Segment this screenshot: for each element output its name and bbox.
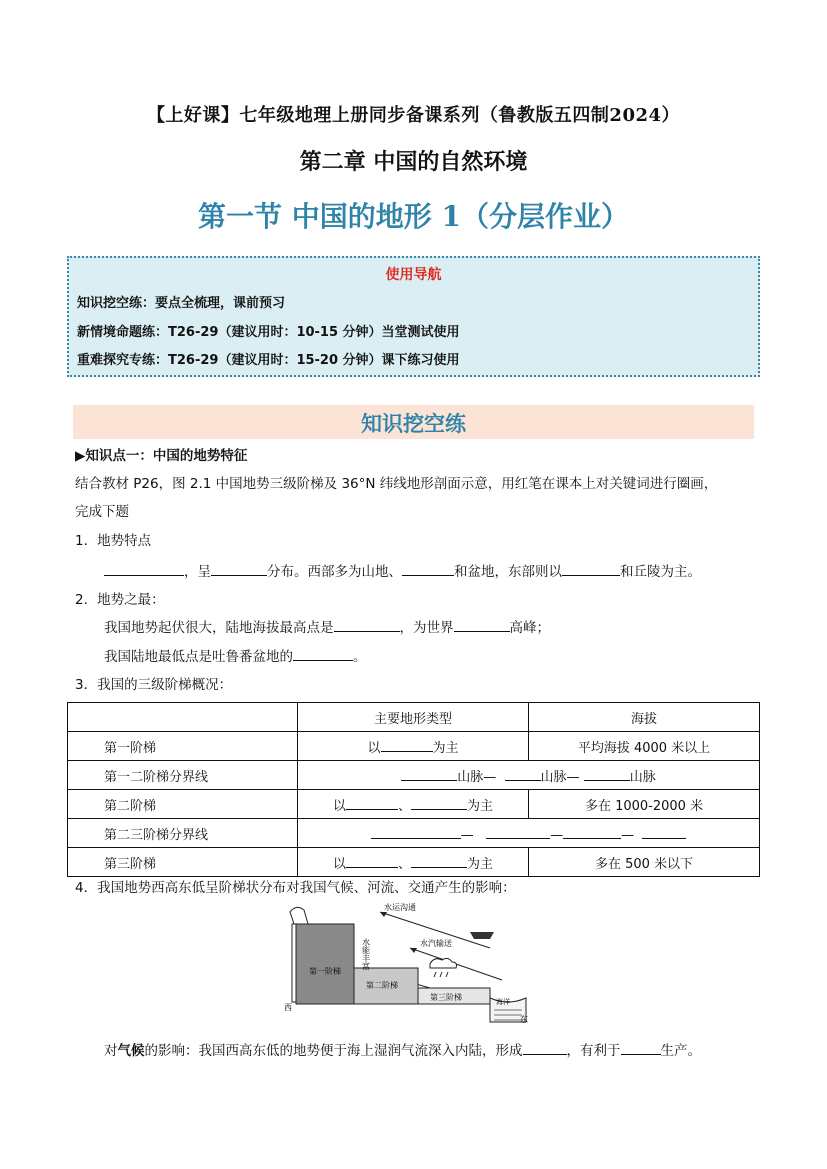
q4-text: 气候	[117, 1043, 145, 1059]
blank[interactable]	[486, 824, 550, 839]
guide-line-3: 重难探究专练：T26-29（建议用时：15-20 分钟）课下练习使用	[77, 353, 460, 368]
cell-text: —	[550, 827, 564, 843]
table-row	[68, 848, 760, 877]
guide-title: 使用导航	[385, 267, 442, 283]
row-name: 第一阶梯	[68, 732, 298, 761]
intro-line-1: 结合教材 P26，图 2.1 中国地势三级阶梯及 36°N 纬线地形剖面示意，用红笔在课本上对关键词进行圈画，	[75, 476, 718, 492]
cell-text: —	[460, 827, 474, 843]
blank[interactable]	[402, 561, 454, 576]
water-energy-label: 水能丰富	[361, 938, 371, 970]
knowledge-point-1: ▶知识点一：中国的地势特征	[75, 448, 248, 464]
blank[interactable]	[334, 617, 400, 632]
blank[interactable]	[562, 561, 620, 576]
table-row	[68, 761, 760, 790]
boundary-cell	[298, 761, 760, 790]
q2-text: ，为世界	[399, 620, 454, 636]
terrain-cell	[298, 848, 529, 877]
guide-line-1: 知识挖空练：要点全梳理，课前预习	[77, 296, 286, 311]
altitude-cell: 多在 500 米以下	[529, 848, 760, 877]
east-label: 东	[520, 1015, 528, 1024]
altitude-cell: 平均海拔 4000 米以上	[529, 732, 760, 761]
q2-text: 我国地势起伏很大，陆地海拔最高点是	[104, 620, 334, 636]
cell-text: 以	[332, 856, 346, 872]
altitude-cell: 多在 1000-2000 米	[529, 790, 760, 819]
blank[interactable]	[584, 766, 630, 781]
blank[interactable]	[293, 646, 353, 661]
row-name: 第三阶梯	[68, 848, 298, 877]
step-two-label: 第二阶梯	[366, 981, 398, 990]
blank[interactable]	[381, 737, 433, 752]
cell-text: 山脉	[629, 769, 656, 785]
cell-text: 为主	[467, 798, 494, 814]
row-name: 第一二阶梯分界线	[68, 761, 298, 790]
blank[interactable]	[104, 561, 184, 576]
blank[interactable]	[346, 795, 398, 810]
q2-line-2	[104, 646, 367, 667]
step-one-label: 第一阶梯	[309, 967, 341, 976]
section-title: 第一节 中国的地形 1（分层作业）	[198, 200, 629, 233]
vapor-label: 水汽输送	[420, 939, 452, 948]
cell-text: 为主	[432, 740, 459, 756]
blank[interactable]	[563, 824, 621, 839]
cell-text: 以	[367, 740, 381, 756]
knowledge-banner	[73, 405, 754, 439]
usage-guide-box	[67, 256, 760, 377]
q1-text: 和盆地，东部则以	[454, 564, 562, 580]
cell-text: —	[621, 827, 635, 843]
table-row	[68, 819, 760, 848]
q4-text: 生产。	[660, 1043, 701, 1059]
header-cell: 主要地形类型	[298, 703, 529, 732]
q4-text: 对	[104, 1043, 118, 1059]
west-label: 西	[284, 1003, 292, 1012]
terrain-cell	[298, 732, 529, 761]
cell-text: 为主	[467, 856, 494, 872]
q2-text: 我国陆地最低点是吐鲁番盆地的	[104, 649, 293, 665]
cell-text: 、	[398, 856, 412, 872]
blank[interactable]	[346, 853, 398, 868]
q2-label: 2．地势之最：	[75, 592, 165, 608]
blank[interactable]	[411, 853, 467, 868]
terrain-profile-diagram	[280, 902, 530, 1032]
intro-line-2: 完成下题	[75, 504, 129, 520]
boundary-cell	[298, 819, 760, 848]
blank[interactable]	[523, 1040, 567, 1055]
q4-climate-line	[104, 1040, 701, 1061]
q2-text: 高峰；	[509, 620, 550, 636]
mountain-peak-icon	[290, 907, 308, 924]
q4-text: ，有利于	[566, 1043, 621, 1059]
blank[interactable]	[454, 617, 510, 632]
chapter-title: 第二章 中国的自然环境	[299, 149, 528, 175]
table-row	[68, 732, 760, 761]
step-one-block	[296, 924, 354, 1004]
cell-text: 、	[398, 798, 412, 814]
banner-title: 知识挖空练	[361, 411, 466, 436]
series-header: 【上好课】七年级地理上册同步备课系列（鲁教版五四制2024）	[146, 105, 681, 126]
ladder-table	[67, 702, 760, 877]
q2-text: 。	[353, 649, 367, 665]
header-cell: 海拔	[529, 703, 760, 732]
blank[interactable]	[505, 766, 541, 781]
blank[interactable]	[401, 766, 457, 781]
table-row	[68, 790, 760, 819]
table-header-row	[68, 703, 760, 732]
sea-label: 海洋	[496, 998, 510, 1006]
cell-text: 山脉—	[540, 769, 580, 785]
blank[interactable]	[211, 561, 267, 576]
q2-line-1	[104, 617, 550, 638]
q1-text: 分布。西部多为山地、	[267, 564, 402, 580]
q1-text: ，呈	[184, 564, 211, 580]
guide-line-2: 新情境命题练：T26-29（建议用时：10-15 分钟）当堂测试使用	[77, 325, 460, 340]
blank[interactable]	[642, 824, 686, 839]
q1-label: 1．地势特点	[75, 533, 152, 549]
header-cell	[68, 703, 298, 732]
q1-fill-line	[104, 561, 701, 582]
cell-text: 以	[332, 798, 346, 814]
cell-text: 山脉—	[457, 769, 497, 785]
q4-label: 4．我国地势西高东低呈阶梯状分布对我国气候、河流、交通产生的影响：	[75, 880, 516, 896]
ship-icon	[470, 932, 494, 939]
row-name: 第二三阶梯分界线	[68, 819, 298, 848]
terrain-cell	[298, 790, 529, 819]
blank[interactable]	[411, 795, 467, 810]
shipping-label: 水运沟通	[384, 903, 416, 912]
step-three-label: 第三阶梯	[430, 993, 462, 1002]
q4-text: 的影响：我国西高东低的地势便于海上湿润气流深入内陆，形成	[144, 1043, 523, 1059]
blank[interactable]	[621, 1040, 661, 1055]
q3-label: 3．我国的三级阶梯概况：	[75, 677, 233, 693]
cloud-icon	[430, 958, 457, 968]
row-name: 第二阶梯	[68, 790, 298, 819]
blank[interactable]	[371, 824, 461, 839]
q1-text: 和丘陵为主。	[620, 564, 701, 580]
